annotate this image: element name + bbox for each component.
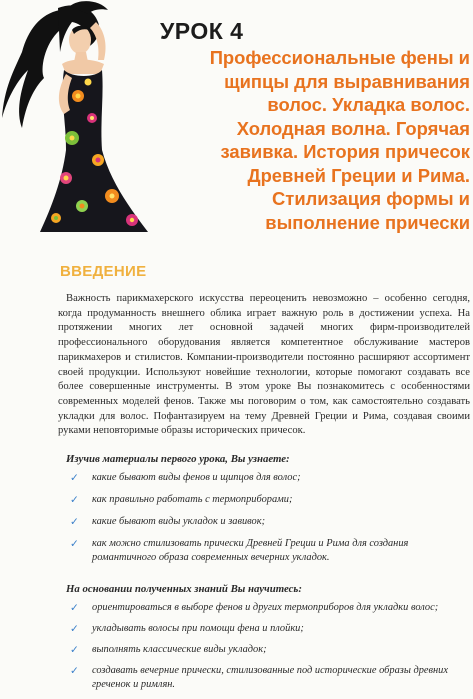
title-line: Холодная волна. Горячая [236,117,470,139]
learn-heading: Изучив материалы первого урока, Вы узнаете: [66,453,290,465]
checkmark-icon: ✓ [70,602,79,614]
title-line: Стилизация формы и [272,188,470,209]
checkmark-icon: ✓ [70,494,79,506]
learn-block [66,453,471,573]
title-line: выполнение прически [265,211,470,233]
checkmark-icon: ✓ [70,472,79,484]
checkmark-icon: ✓ [70,516,79,528]
skills-list [66,601,473,692]
skills-block [66,583,473,699]
checkmark-icon: ✓ [70,665,79,677]
checkmark-icon: ✓ [70,538,79,550]
title-line: щипцы для выравнивания [224,70,470,92]
lesson-number: УРОК 4 [160,18,244,44]
title-line: волос. Укладка волос. [267,94,470,115]
checkmark-icon: ✓ [70,644,79,656]
woman-illustration [0,0,152,236]
title-line: Профессиональные фены и [209,47,470,68]
list-item: ✓ ориентироваться в выборе фенов и других термоприборов для укладки волос; [70,602,439,614]
checkmark-icon: ✓ [70,623,79,635]
title-line: Древней Греции и Рима. [247,164,470,186]
introduction-heading: ВВЕДЕНИЕ [60,263,147,280]
list-item: ✓ какие бывают виды фенов и щипцов для волос; [70,472,301,484]
title-line: завивка. История причесок [220,141,470,162]
list-item: ✓ укладывать волосы при помощи фена и плойки; [70,623,304,635]
list-item: ✓ создавать вечерние прически, стилизованные под исторические образы древних греченок и римлян. [70,665,448,690]
introduction-paragraph: Важность парикмахерского искусства переоценить невозможно – особенно сегодня, когда продуманность внешнего облика играет важную роль в достижении успеха. На протяжении многих лет основной задачей многих фирм-производителей профессионального оборудования является компетентное обслуживание мастеров парикмахеров и стилистов. Компании-производители постоянно расширяют ассортимент своей продукции. Используют новейшие технологии, которые помогают создавать все более совершенные инструменты. В этом уроке Вы познакомитесь с особенностями современных моделей фенов. Также мы поговорим о том, как самостоятельно создавать укладки для волос. Пофантазируем на тему Древней Греции и Рима, создавая своими руками неповторимые образы исторических причесок. [58,293,470,437]
learn-list [66,471,471,565]
skills-heading: На основании полученных знаний Вы научитесь: [66,583,302,595]
list-item: ✓ выполнять классические виды укладок; [70,644,267,656]
lesson-title [140,46,470,234]
list-item: ✓ как можно стилизовать прически Древней Греции и Рима для создания романтичного образа современных вечерних укладок. [70,538,409,563]
list-item: ✓ как правильно работать с термоприборами; [70,494,293,506]
list-item: ✓ какие бывают виды укладок и завивок; [70,516,266,528]
